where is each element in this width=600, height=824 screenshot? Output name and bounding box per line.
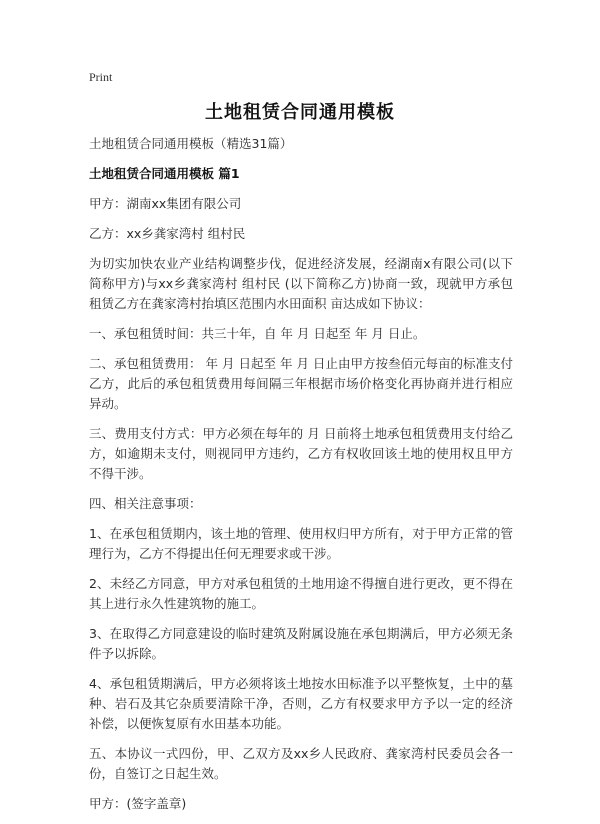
clause-4-item-4: 4、承包租赁期满后，甲方必须将该土地按水田标准予以平整恢复，土中的墓种、岩石及其它杂质要清除干净，否则，乙方有权要求甲方予以一定的经济补偿，以便恢复原有水田基本功能。 [89, 676, 513, 731]
preamble-paragraph: 为切实加快农业产业结构调整步伐，促进经济发展，经湖南x有限公司(以下简称甲方)与xx乡龚家湾村 组村民 (以下简称乙方)协商一致，现就甲方承包租赁乙方在龚家湾村抬填区范围内水田面积 亩达成如下协议： [89, 256, 513, 311]
clause-4-item-2: 2、未经乙方同意，甲方对承包租赁的土地用途不得擅自进行更改，更不得在其上进行永久性建筑物的施工。 [89, 576, 513, 611]
document-body [89, 134, 513, 824]
party-a-line: 甲方：湖南xx集团有限公司 [89, 196, 242, 211]
page-title: 土地租赁合同通用模板 [205, 102, 395, 123]
clause-2: 二、承包租赁费用： 年 月 日起至 年 月 日止由甲方按叁佰元每亩的标准支付乙方，此后的承包租赁费用每间隔三年根据市场价格变化再协商并进行相应异动。 [89, 356, 513, 411]
section-heading: 土地租赁合同通用模板 篇1 [89, 166, 240, 181]
subtitle-paragraph: 土地租赁合同通用模板（精选31篇） [89, 136, 293, 151]
clause-5: 五、本协议一式四份，甲、乙双方及xx乡人民政府、龚家湾村民委员会各一份，自签订之日起生效。 [89, 746, 513, 781]
clause-4-item-3: 3、在取得乙方同意建设的临时建筑及附属设施在承包期满后，甲方必须无条件予以拆除。 [89, 626, 513, 661]
print-link[interactable]: Print [89, 70, 113, 84]
clause-3: 三、费用支付方式：甲方必须在每年的 月 日前将土地承包租赁费用支付给乙方，如逾期未支付，则视同甲方违约，乙方有权收回该土地的使用权且甲方不得干涉。 [89, 426, 513, 481]
party-b-line: 乙方：xx乡龚家湾村 组村民 [89, 226, 246, 241]
clause-1: 一、承包租赁时间：共三十年，自 年 月 日起至 年 月 日止。 [89, 326, 426, 341]
clause-4-item-1: 1、在承包租赁期内，该土地的管理、使用权归甲方所有，对于甲方正常的管理行为，乙方不得提出任何无理要求或干涉。 [89, 526, 513, 561]
clause-4-heading: 四、相关注意事项： [89, 496, 202, 511]
signature-line: 甲方：(签字盖章) [89, 796, 187, 811]
